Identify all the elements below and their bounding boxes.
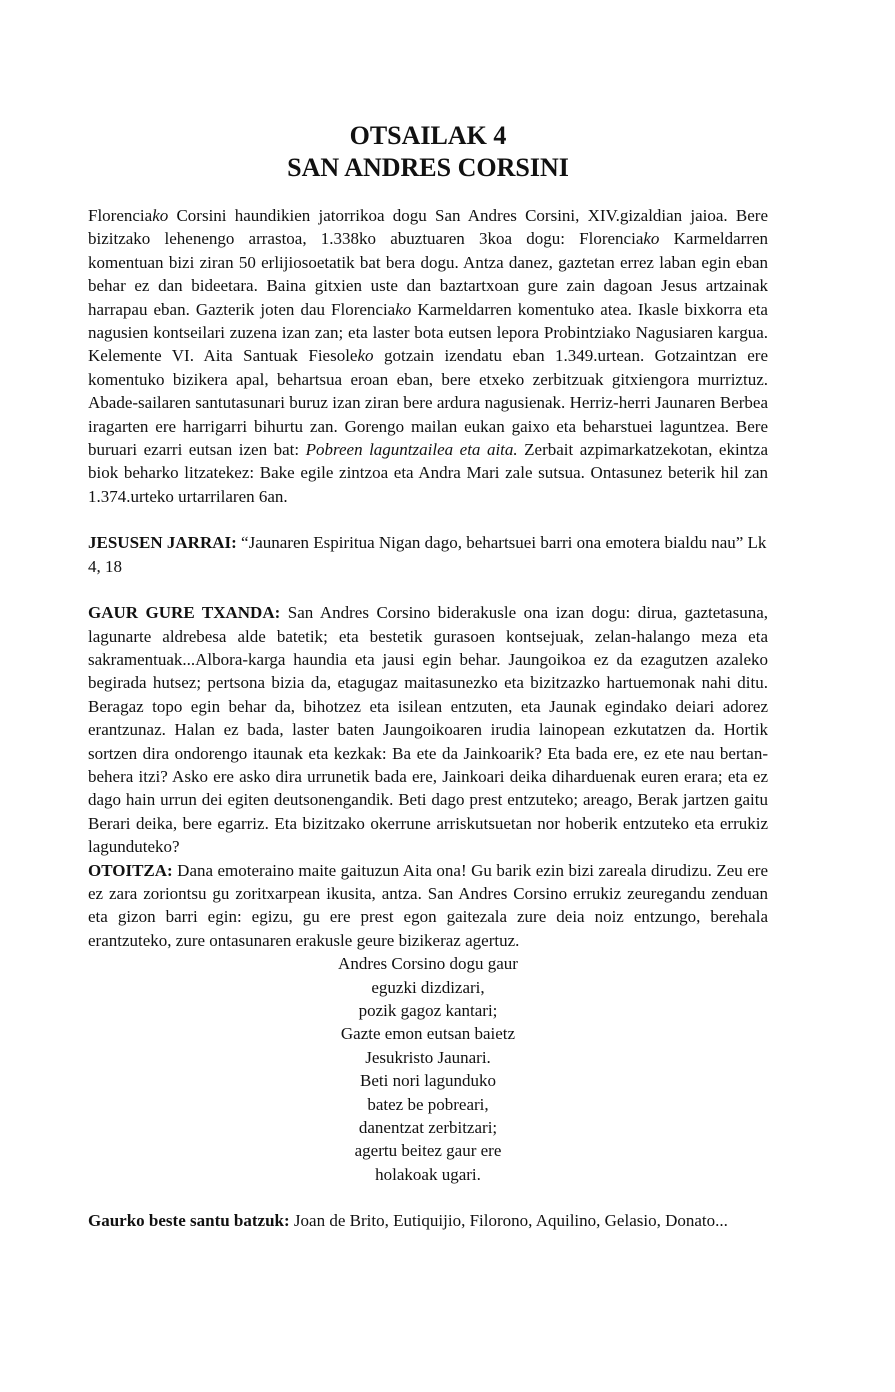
poem-line: pozik gagoz kantari; — [358, 1001, 498, 1020]
poem-line: agertu beitez gaur ere — [354, 1141, 502, 1161]
poem — [88, 952, 768, 1186]
italic-suffix: ko — [152, 206, 169, 225]
poem-line: Jesukristo Jaunari. — [365, 1047, 491, 1067]
biography-paragraph — [88, 204, 768, 508]
gaur-gure-txanda-paragraph — [88, 601, 768, 858]
poem-line: eguzki dizdizari, — [371, 977, 485, 997]
italic-suffix: ko — [357, 346, 374, 366]
italic-suffix: ko — [395, 299, 412, 319]
text-segment: Karmeldarren komentuko atea. Ikasle bixkorra eta nagusien kontseilari zuzena izan zan; eta laster bota eutsen lepora Probintziako Nagusiaren kargua. Kelemente VI. Aita Santuak Fiesole — [88, 299, 768, 366]
text-segment: Karmeldarren komentuan bizi ziran 50 erlijiosoetatik bat bera dogu. Antza danez, gaztetan errez laban egin eban behar ez dan bideetara. Baina gitxien uste dan baztartxoan gure zain dagoan Jesus artzainak harrapau eban. Gazterik joten dau Florencia — [88, 229, 769, 319]
poem-line: Beti nori lagunduko — [360, 1071, 496, 1091]
text-segment: gotzain izendatu eban 1.349.urtean. Gotzaintzan ere komentuko bizikera apal, behartsua eroan eban, bere etxeko zerbitzuak gitxiengora murriztuz. Abade-sailaren santutasunari buruz izan ziran bere ardura nagusienak. Herriz-herri Jaunaren Berbea iragarten ere harrigarri bihurtu zan. Gorengo mailan eukan gaixo eta beharstuei laguntzea. Bere buruari ezarri eutsan izen bat: — [88, 346, 768, 460]
italic-suffix: ko — [643, 229, 660, 249]
poem-line: Gazte emon eutsan baietz — [340, 1024, 516, 1044]
text-segment: Florencia — [88, 206, 153, 225]
gaur-gure-txanda-label: GAUR GURE TXANDA: — [88, 603, 281, 623]
jesusen-jarrai-paragraph — [88, 531, 768, 578]
poem-line: Andres Corsino dogu gaur — [338, 954, 518, 974]
document-page — [88, 120, 768, 1233]
text-segment: Corsini haundikien jatorrikoa dogu San Andres Corsini, XIV.gizaldian jaioa. Bere bizitzako lehenengo arrastoa, 1.338ko abuztuaren 3koa dogu: Florencia — [88, 206, 768, 249]
otoitza-label: OTOITZA: — [88, 860, 173, 880]
date-heading: OTSAILAK 4 — [349, 121, 507, 150]
poem-line: holakoak ugari. — [375, 1164, 481, 1184]
other-saints-paragraph — [88, 1209, 768, 1232]
gaur-gure-txanda-text: San Andres Corsino biderakusle ona izan dogu: dirua, gaztetasuna, lagunarte aldrebesa alde batetik; eta bestetik gurasoen kontsejuak, zelan-halango meza eta sakramentuak...Albora-karga haundia eta jausi egin behar. Jaungoikoa ez da ezagutzen azaleko begirada hutsez; pertsona bizia da, etagugaz maitasunezko eta bizitzazko hartuemonak nahi ditu. Beragaz topo egin behar da, bihotzez eta isilean entzuten, eta Jaunak egindako deiari adorez erantzunaz. Halan ez bada, laster baten Jaungoikoaren irudia lainopean ezkutatzen da. Hortik sortzen dira ondorengo itaunak eta kezkak: Ba ete da Jainkoarik? Eta bada ere, ez ete nau bertan-behera itzi? Asko ere asko dira urrunetik bada ere, Jainkoari deika diharduenak euren erara; eta ez dago hain urrun dei egiten deutsonengandik. Beti dago prest entzuteko; areago, Berak jartzen gaitu Berari deika, bere egarriz. Eta bizitzako okerrune arriskutsuetan nor hoberik entzuteko eta errukiz lagunduteko? — [88, 603, 768, 857]
jesusen-jarrai-label: JESUSEN JARRAI: — [88, 533, 237, 553]
text-segment: Zerbait azpimarkatzekotan, ekintza biok beharko litzatekez: Bake egile zintzoa eta Andra Mari zale sutsua. Ontasunez beterik hil zan 1.374.urteko urtarrilaren 6an. — [88, 440, 768, 506]
otoitza-text: Dana emoteraino maite gaituzun Aita ona! Gu barik ezin bizi zareala dirudizu. Zeu ere ez zara zoriontsu gu zoritxarpean ikusita, antza. San Andres Corsino errukiz zeuregandu zenduan eta gizon barri egin: egizu, gu ere prest egon gaitezala zure deia noiz entzungo, berehala erantzuteko, zure ontasunaren erakusle geure bizikeraz agertuz. — [88, 860, 768, 950]
poem-line: batez be pobreari, — [367, 1094, 489, 1114]
title-block — [88, 120, 768, 184]
otoitza-paragraph — [88, 859, 768, 953]
other-saints-text: Joan de Brito, Eutiquijio, Filorono, Aquilino, Gelasio, Donato... — [289, 1211, 728, 1231]
other-saints-label: Gaurko beste santu batzuk: — [88, 1211, 290, 1231]
jesusen-jarrai-text: “Jaunaren Espiritua Nigan dago, behartsuei barri ona emotera bialdu nau” Lk 4, 18 — [88, 533, 767, 576]
italic-motto: Pobreen laguntzailea eta aita. — [305, 440, 518, 460]
poem-line: danentzat zerbitzari; — [358, 1118, 498, 1138]
saint-name-heading: SAN ANDRES CORSINI — [287, 153, 569, 182]
